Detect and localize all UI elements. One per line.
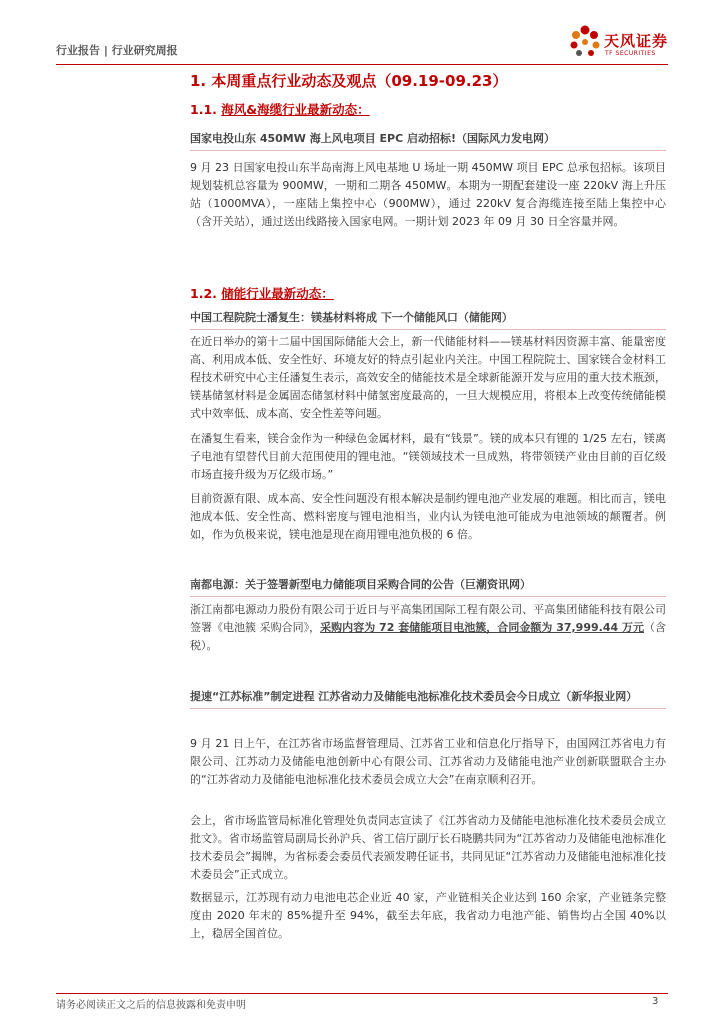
news-3-body-tail: （含 税）。 [190,621,667,652]
subsection-1-heading [190,100,370,118]
page-number: 3 [652,996,659,1007]
news-2-paragraph-1: 在近日举办的第十二届中国国际储能大会上，新一代储能材料——镁基材料因资源丰富、能量密度高、利用成本低、安全性好、环境友好的特点引起业内关注。中国工程院院士、国家镁合金材料工程技术研究中心主任潘复生表示，高效安全的储能技术是全球新能源开发与应用的重大技术瓶颈，镁基储氢材料是金属固态储氢材料中储氢密度最高的，一旦大规模应用，将根本上改变传统储能模式中效率低、成本高、安全性差等问题。 [190,335,666,420]
subsection-1-number: 1.1. [190,102,222,117]
header-rule [56,64,668,65]
logo-text-en: TF SECURITIES [605,50,656,57]
news-4-paragraph-1: 9 月 21 日上午，在江苏省市场监督管理局、江苏省工业和信息化厅指导下，由国网江苏省电力有限公司、江苏动力及储能电池创新中心有限公司、江苏省动力及储能电池产业创新联盟联合主办的“江苏省动力及储能电池标准化技术委员会成立大会”在南京顺利召开。 [190,737,666,786]
news-2-title: 中国工程院院士潘复生：镁基材料将成 下一个储能风口（储能网） [190,309,666,330]
logo-text-cn: 天风证券 [604,32,669,50]
subsection-2-number: 1.2. [190,286,222,301]
subsection-2-heading [190,284,334,302]
footer-disclaimer: 请务必阅读正文之后的信息披露和免责申明 [56,1000,246,1011]
news-4-paragraph-2: 会上，省市场监管局标准化管理处负责同志宣读了《江苏省动力及储能电池标准化技术委员会成立批文》。省市场监管局副局长孙沪兵、省工信厅副厅长石晓鹏共同为“江苏省动力及储能电池标准化技术委员会”揭牌，为省标委会委员代表颁发聘任证书，共同见证“江苏省动力及储能电池标准化技术委员会”正式成立。 [190,814,666,881]
news-3-body [190,601,666,655]
news-4-paragraph-3: 数据显示，江苏现有动力电池电芯企业近 40 家，产业链相关企业达到 160 余家，产业链条完整度由 2020 年末的 85%提升至 94%，截至去年底，我省动力电池产能、销售均占全国 40%以上，稳居全国首位。 [190,891,666,940]
subsection-2-title: 储能行业最新动态： [221,286,334,301]
news-1-title: 国家电投山东 450MW 海上风电项目 EPC 启动招标!（国际风力发电网） [190,130,666,151]
news-2-paragraph-3: 目前资源有限、成本高、安全性问题没有根本解决是制约锂电池产业发展的难题。相比而言，镁电池成本低、安全性高、燃料密度与锂电池相当，业内认为镁电池可能成为电池领域的颠覆者。例如，作为负极来说，镁电池是现在商用锂电池负极的 6 倍。 [190,492,666,541]
header-report-type: 行业报告 | 行业研究周报 [56,44,178,57]
news-3-body-highlight: 采购内容为 72 套储能项目电池簇，合同金额为 37,999.44 万元 [320,621,644,634]
subsection-1-title: 海风&海缆行业最新动态： [221,102,370,117]
footer-rule [56,993,668,994]
news-2-paragraph-2: 在潘复生看来，镁合金作为一种绿色金属材料，最有“钱景”。镁的成本只有锂的 1/25 左右，镁离子电池有望替代目前大范围使用的锂电池。“镁领域技术一旦成熟，将带领镁产业由目前的百亿级市场直接升级为万亿级市场。” [190,432,666,481]
section-title: 1. 本周重点行业动态及观点（09.19-09.23） [190,72,508,90]
news-3-body-intro: 浙江南都电源动力股份有限公司于近日与平高集团国际工程有限公司、平高集团储能科技有限公司签署《电池簇 采购合同》， [190,603,666,634]
news-4-title: 提速“江苏标准”制定进程 江苏省动力及储能电池标准化技术委员会今日成立（新华报业网） [190,688,666,709]
news-3-title: 南都电源：关于签署新型电力储能项目采购合同的公告（巨潮资讯网） [190,576,666,597]
flower-logo-icon [568,24,602,60]
tf-securities-logo [568,24,678,64]
news-1-body: 9 月 23 日国家电投山东半岛南海上风电基地 U 场址一期 450MW 项目 EPC 总承包招标。该项目规划装机总容量为 900MW，一期和二期各 450MW。本期为一期配套建设一座 220kV 海上升压站（1000MVA），一座陆上集控中心（900MW），通过 220kV 复合海缆连接至陆上集控中心（含开关站），通过送出线路接入国家电网。一期计划 2023 年 09 月 30 日全容量并网。 [190,161,666,228]
